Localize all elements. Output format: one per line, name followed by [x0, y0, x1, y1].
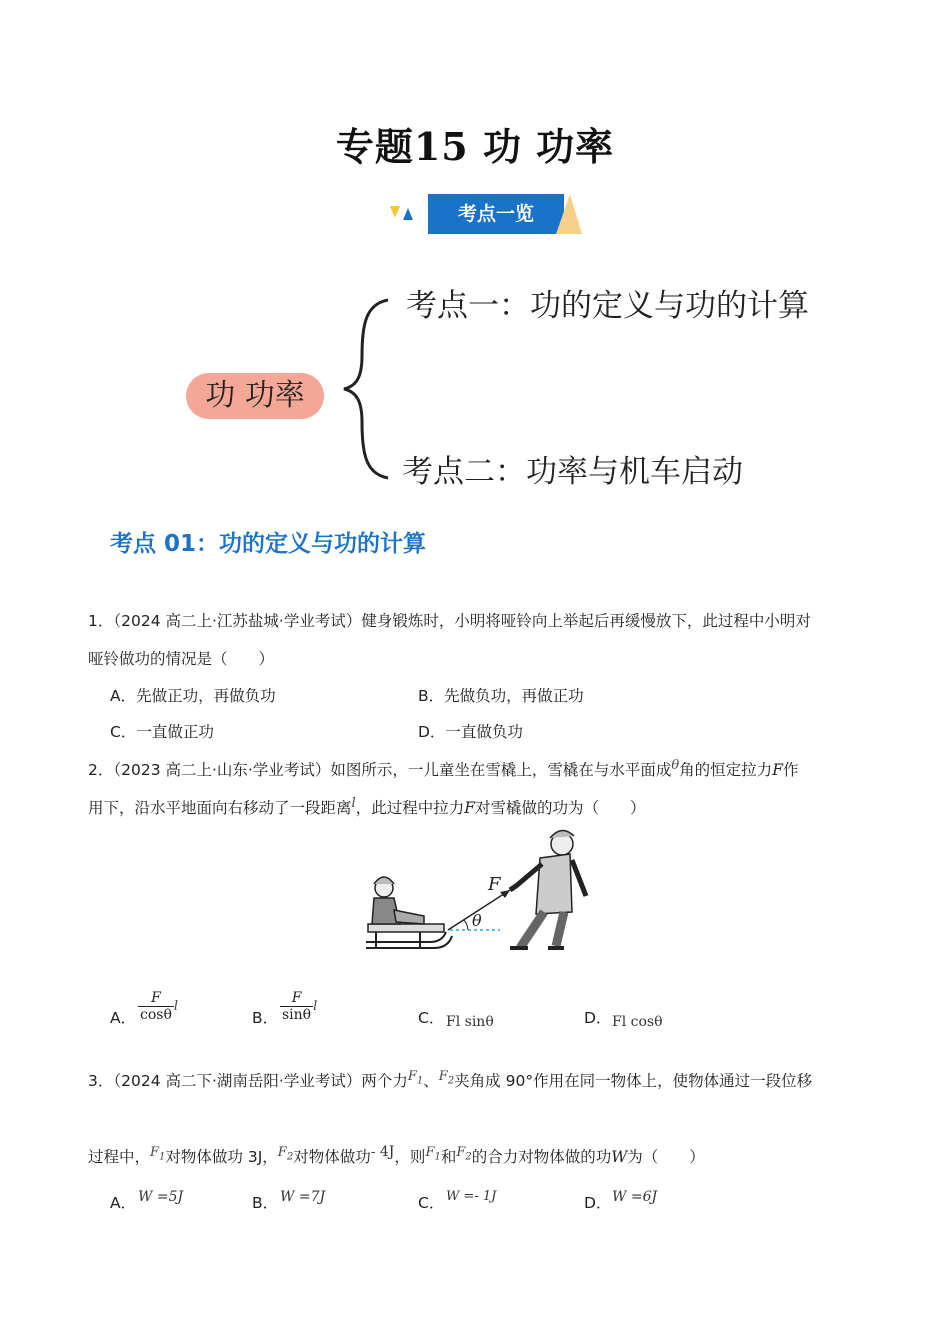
- figure-force-label: F: [488, 874, 501, 895]
- theta-symbol: θ: [671, 758, 680, 773]
- q2-option-b-frac: $\frac{F}{\sin\theta}$: [282, 990, 312, 1023]
- f1-symbol: F1: [407, 1069, 424, 1087]
- q2-text-2b: ，此过程中拉力: [355, 799, 465, 818]
- q2-line2: [88, 793, 645, 819]
- force-symbol-2: F: [464, 799, 475, 818]
- q2-option-a-frac: $\frac{F}{\cos\theta}$: [140, 990, 172, 1023]
- q3-neg-work: - 4J: [370, 1144, 395, 1160]
- q1-option-b: B．先做负功，再做正功: [418, 687, 584, 705]
- q3-line1: [88, 1066, 812, 1093]
- q3-option-c-label: C．: [418, 1194, 445, 1212]
- q3-option-b-label: B．: [252, 1194, 279, 1212]
- banner-accent-icon: [556, 194, 586, 234]
- sled-figure: [360, 824, 600, 956]
- q1-option-c: C．一直做正功: [110, 723, 214, 741]
- f2-symbol-2: F2: [277, 1145, 294, 1163]
- mindmap-item-1: 考点一：功的定义与功的计算: [406, 288, 809, 324]
- q2-text-1b: 角的恒定拉力: [679, 761, 773, 780]
- q1-option-a: A．先做正功，再做负功: [110, 687, 276, 705]
- q2-option-a-expr: $\frac{F}{\cos\theta}$ l: [140, 990, 179, 1023]
- w-symbol: W: [611, 1148, 628, 1167]
- q3-text-2b: 对物体做功 3J，: [165, 1148, 278, 1167]
- mindmap-item-2: 考点二：功率与机车启动: [402, 454, 743, 490]
- q1-line1: 1．（2024 高二上·江苏盐城·学业考试）健身锻炼时，小明将哑铃向上举起后再缓慢放下，此过程中小明对: [88, 612, 811, 630]
- section-heading: 考点 01：功的定义与功的计算: [110, 531, 427, 557]
- q3-line2: [88, 1141, 705, 1169]
- q3-option-d-expr: W =6J: [612, 1189, 658, 1205]
- q3-option-c-expr: W =- 1J: [446, 1189, 497, 1204]
- q2-text-2c: 对雪橇做的功为（ ）: [474, 799, 646, 818]
- mindmap-center: 功 功率: [186, 373, 324, 419]
- q3-text-1a: 3．（2024 高二下·湖南岳阳·学业考试）两个力: [88, 1072, 408, 1091]
- q2-option-d-label: D．: [584, 1009, 612, 1027]
- distance-symbol: l: [351, 796, 356, 811]
- q3-option-d-label: D．: [584, 1194, 612, 1212]
- q3-text-2c: 对物体做功: [293, 1148, 371, 1167]
- q2-line1: [88, 755, 798, 781]
- banner-label: 考点一览: [428, 194, 564, 234]
- q1-line2: 哑铃做功的情况是（ ）: [88, 650, 275, 668]
- q3-option-a-expr: W =5J: [138, 1189, 184, 1205]
- f2-symbol-3: F2: [456, 1145, 472, 1163]
- f2-symbol: F2: [438, 1069, 455, 1087]
- q2-option-d-expr: Fl cosθ: [612, 1014, 663, 1030]
- q2-text-2a: 用下，沿水平地面向右移动了一段距离: [88, 799, 352, 818]
- q2-option-a-label: A．: [110, 1009, 137, 1027]
- q2-option-b-expr: $\frac{F}{\sin\theta}$ l: [282, 990, 318, 1023]
- figure-theta-label: θ: [472, 911, 482, 930]
- banner-triangles-icon: [390, 204, 420, 224]
- q2-text-1a: 2．（2023 高二上·山东·学业考试）如图所示，一儿童坐在雪橇上，雪橇在与水平面成: [88, 761, 672, 780]
- q3-text-2g: 为（ ）: [627, 1148, 705, 1167]
- force-symbol: F: [772, 761, 783, 780]
- q2-text-1c: 作: [782, 761, 799, 780]
- curly-brace-icon: [338, 296, 398, 482]
- q2-option-c-expr: Fl sinθ: [446, 1014, 494, 1030]
- q3-text-2f: 的合力对物体做的功: [471, 1148, 612, 1167]
- q3-separator: 、: [423, 1072, 439, 1091]
- q1-option-d: D．一直做负功: [418, 723, 523, 741]
- q3-text-2e: 和: [440, 1148, 457, 1167]
- q3-text-1b: 夹角成 90°作用在同一物体上，使物体通过一段位移: [454, 1072, 813, 1091]
- page-title: 专题15 功 功率: [335, 124, 615, 169]
- q2-option-c-label: C．: [418, 1009, 445, 1027]
- q2-option-b-label: B．: [252, 1009, 279, 1027]
- f1-symbol-2: F1: [150, 1145, 166, 1163]
- f1-symbol-3: F1: [425, 1145, 441, 1163]
- q3-text-2a: 过程中，: [88, 1148, 151, 1167]
- q3-option-a-label: A．: [110, 1194, 137, 1212]
- q3-option-b-expr: W =7J: [280, 1189, 326, 1205]
- q3-text-2d: ，则: [394, 1148, 426, 1167]
